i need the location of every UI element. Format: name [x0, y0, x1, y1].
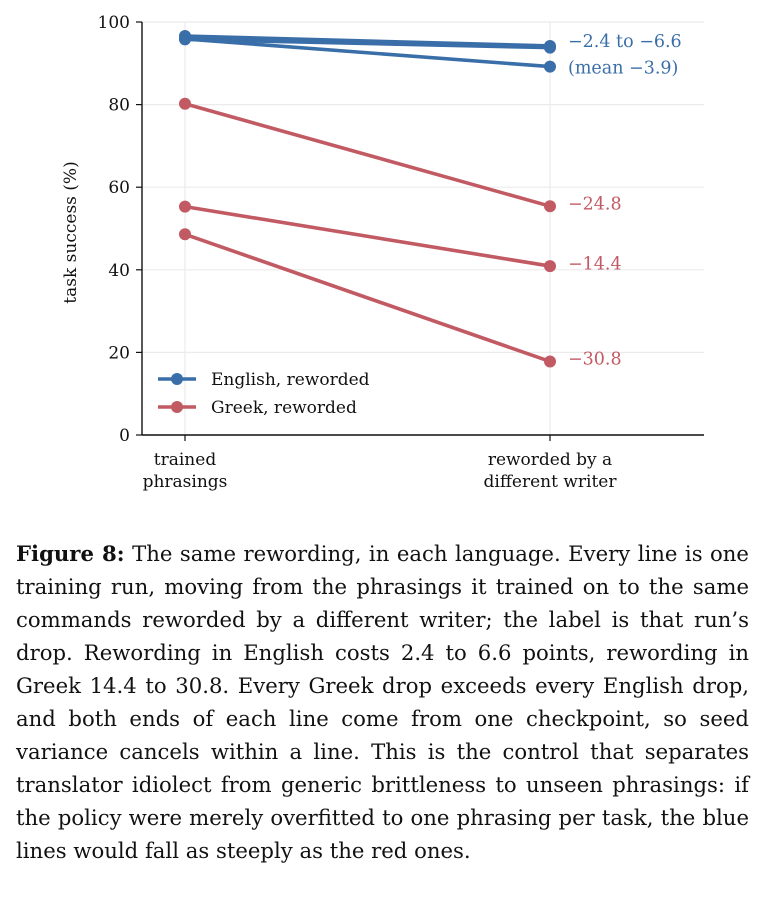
legend-label: English, reworded — [211, 370, 370, 390]
drop-annotation: −2.4 to −6.6 — [568, 31, 682, 52]
annotations — [568, 32, 682, 370]
series-line — [185, 234, 550, 361]
figure-caption — [16, 537, 749, 867]
data-point — [179, 228, 191, 240]
drop-annotation: −14.4 — [568, 254, 622, 275]
series-line — [185, 104, 550, 206]
drop-annotation: −30.8 — [568, 349, 622, 370]
legend-item — [158, 370, 370, 390]
x-tick-label: phrasings — [142, 472, 228, 492]
legend-swatch-marker — [171, 373, 183, 385]
drop-annotation: (mean −3.9) — [568, 58, 679, 79]
data-point — [544, 260, 556, 272]
y-tick-label: 60 — [108, 178, 130, 199]
legend-label: Greek, reworded — [211, 398, 357, 418]
y-tick-label: 80 — [108, 95, 130, 116]
series-greek-run — [179, 201, 556, 272]
data-point — [179, 33, 191, 45]
series-group — [179, 30, 556, 367]
legend — [158, 370, 370, 418]
y-tick-label: 20 — [108, 343, 130, 364]
series-greek-run — [179, 98, 556, 212]
series-line — [185, 207, 550, 266]
y-tick-label: 40 — [108, 260, 130, 281]
data-point — [544, 42, 556, 54]
x-tick-label: different writer — [483, 472, 617, 492]
drop-annotation: −24.8 — [568, 194, 622, 215]
x-tick-label: reworded by a — [487, 450, 613, 470]
data-point — [179, 98, 191, 110]
data-point — [544, 200, 556, 212]
series-greek-run — [179, 228, 556, 367]
legend-item — [158, 398, 357, 418]
data-point — [544, 355, 556, 367]
x-tick-label: trained — [153, 450, 217, 470]
y-axis-label: task success (%) — [61, 161, 81, 304]
legend-swatch-marker — [171, 401, 183, 413]
data-point — [544, 61, 556, 73]
y-tick-label: 0 — [119, 426, 130, 446]
axes — [61, 13, 704, 492]
caption-label: Figure 8: — [16, 541, 125, 566]
y-tick-label: 100 — [97, 13, 130, 33]
data-point — [179, 201, 191, 213]
caption-text: The same rewording, in each language. Every line is one training run, moving from the phrasings it trained on to the same commands reworded by a different writer; the label is that run’s drop. Rewording in English costs 2.4 to 6.6 points, rewording in Greek 14.4 to 30.8. Every Greek drop exceeds every English drop, and both ends of each line come from one checkpoint, so seed variance cancels within a line. This is the control that separates translator idiolect from generic brittleness to unseen phrasings: if the policy were merely overfitted to one phrasing per task, the blue lines would fall as steeply as the red ones. — [16, 541, 749, 863]
